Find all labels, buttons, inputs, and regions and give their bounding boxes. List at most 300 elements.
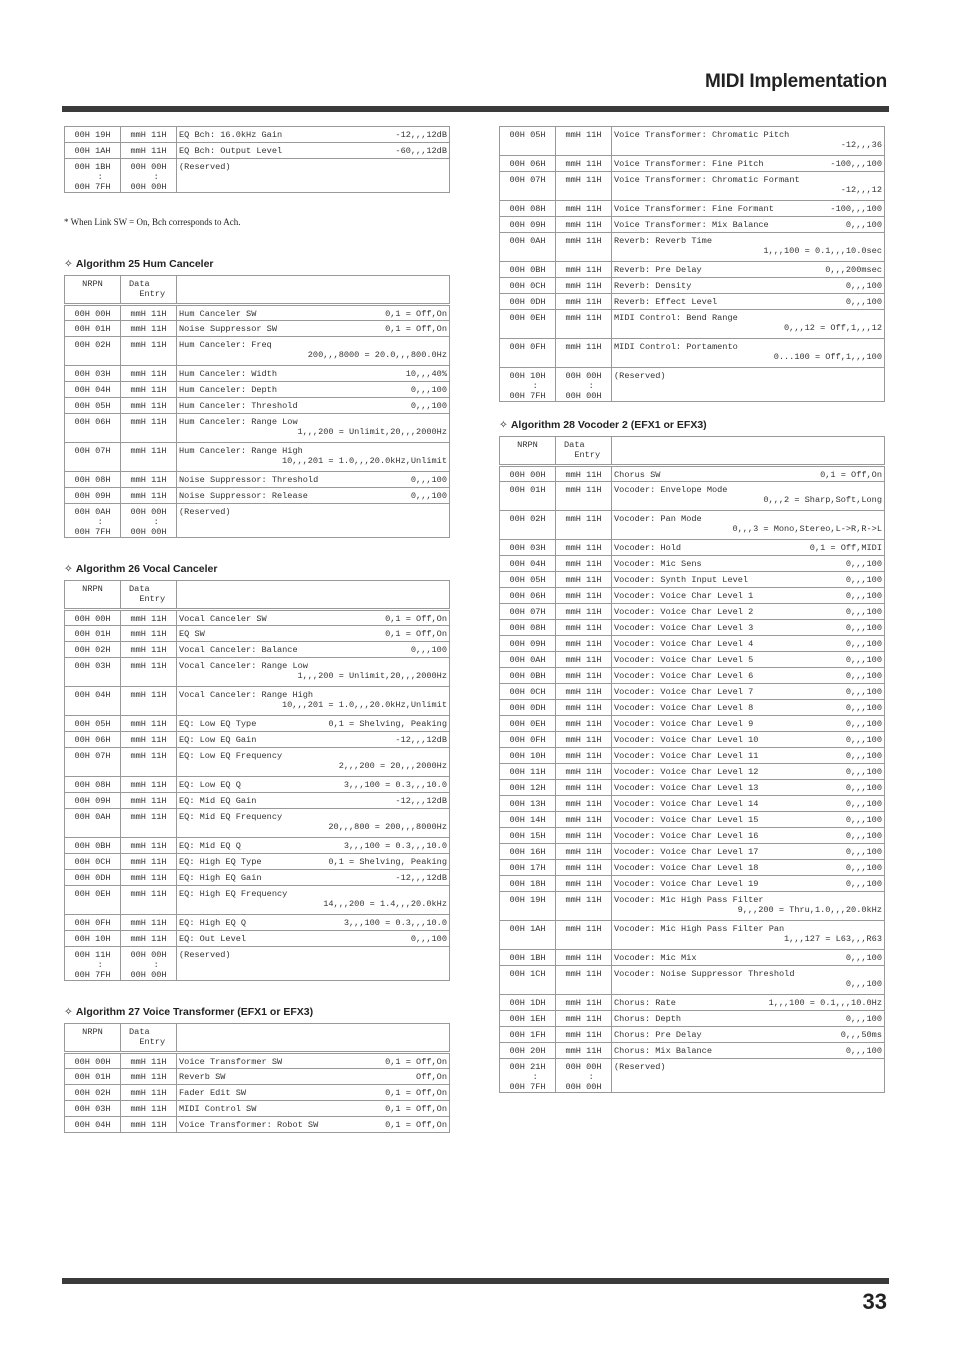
nrpn-cell: 00H 18H xyxy=(500,876,556,892)
parameter-cell xyxy=(612,262,885,278)
parameter-name: Vocoder: Noise Suppressor Threshold xyxy=(614,969,795,979)
nrpn-cell: 00H 06H xyxy=(65,732,121,748)
nrpn-cell: 00H 0AH xyxy=(65,809,121,838)
parameter-range: -12,,,12dB xyxy=(395,735,447,745)
table-row xyxy=(65,382,450,398)
parameter-range: 0,,,100 xyxy=(845,767,882,777)
parameter-range: 0,1 = Shelving, Peaking xyxy=(328,719,447,729)
parameter-range: 0,,,100 xyxy=(845,751,882,761)
nrpn-cell: 00H 0EH xyxy=(500,310,556,339)
table-row xyxy=(500,716,885,732)
data-entry-cell: mmH 11H xyxy=(556,636,612,652)
table-row xyxy=(65,793,450,809)
parameter-range: 3,,,100 = 0.3,,,10.0 xyxy=(343,780,447,790)
diamond-icon: ✧ xyxy=(64,563,73,575)
table-row xyxy=(65,870,450,886)
parameter-name: Vocoder: Voice Char Level 4 xyxy=(614,639,754,649)
nrpn-cell: 00H 1AH xyxy=(500,921,556,950)
parameter-range: 0,,,100 xyxy=(845,671,882,681)
data-entry-cell: mmH 11H xyxy=(556,668,612,684)
parameter-cell xyxy=(612,482,885,511)
parameter-range: 0,,,100 xyxy=(845,297,882,307)
data-entry-cell: mmH 11H xyxy=(556,828,612,844)
parameter-name: Vocal Canceler: Balance xyxy=(179,645,298,655)
table-row xyxy=(500,966,885,995)
parameter-line xyxy=(179,369,447,379)
table-row xyxy=(65,626,450,642)
parameter-cell xyxy=(612,233,885,262)
data-entry-cell: mmH 11H xyxy=(556,339,612,368)
section-algorithm-27-continued xyxy=(499,126,885,402)
parameter-cell xyxy=(612,796,885,812)
parameter-name: Reverb: Density xyxy=(614,281,692,291)
parameter-range: 3,,,100 = 0.3,,,10.0 xyxy=(343,918,447,928)
parameter-cell xyxy=(177,748,450,777)
parameter-line xyxy=(179,841,447,851)
parameter-line xyxy=(614,655,882,665)
parameter-line xyxy=(614,470,882,480)
parameter-cell xyxy=(612,652,885,668)
table-row xyxy=(500,511,885,540)
parameter-name: Voice Transformer: Fine Pitch xyxy=(614,159,764,169)
parameter-name: EQ: Mid EQ Q xyxy=(179,841,241,851)
data-entry-cell: mmH 11H xyxy=(556,201,612,217)
parameter-line xyxy=(614,953,882,963)
table-row xyxy=(500,482,885,511)
diamond-icon: ✧ xyxy=(64,258,73,270)
data-entry-cell: mmH 11H xyxy=(556,540,612,556)
data-entry-cell: mmH 11H xyxy=(556,1027,612,1043)
table-row xyxy=(500,1027,885,1043)
data-entry-cell: mmH 11H xyxy=(121,716,177,732)
parameter-range: 0,,,100 xyxy=(845,799,882,809)
parameter-name: Vocal Canceler: Range Low xyxy=(179,661,308,671)
parameter-cell xyxy=(177,687,450,716)
table-row xyxy=(65,337,450,366)
table-row xyxy=(500,294,885,310)
parameter-name: Vocoder: Voice Char Level 19 xyxy=(614,879,759,889)
table-row xyxy=(500,233,885,262)
parameter-line xyxy=(614,159,882,169)
parameter-cell xyxy=(177,626,450,642)
parameter-range: -12,,,12dB xyxy=(395,873,447,883)
parameter-name: Vocoder: Voice Char Level 16 xyxy=(614,831,759,841)
parameter-name: Vocoder: Voice Char Level 11 xyxy=(614,751,759,761)
footer-rule xyxy=(62,1278,889,1284)
parameter-line xyxy=(614,863,882,873)
data-entry-cell: mmH 11H xyxy=(556,156,612,172)
nrpn-cell: 00H 10H xyxy=(500,748,556,764)
nrpn-cell: 00H 02H xyxy=(65,337,121,366)
nrpn-cell: 00H 1CH xyxy=(500,966,556,995)
nrpn-cell: 00H 06H xyxy=(500,156,556,172)
header-data-entry: Data Entry xyxy=(121,581,177,610)
nrpn-cell: 00H 09H xyxy=(500,217,556,233)
parameter-range: -100,,,100 xyxy=(830,204,882,214)
page-header-title: MIDI Implementation xyxy=(705,71,887,92)
nrpn-cell: 00H 20H xyxy=(500,1043,556,1059)
table-row xyxy=(65,143,450,159)
nrpn-cell: 00H 03H xyxy=(65,1101,121,1117)
nrpn-cell: 00H 05H xyxy=(65,716,121,732)
parameter-range: 2,,,200 = 20,,,2000Hz xyxy=(338,761,447,771)
table-row xyxy=(500,684,885,700)
table-row xyxy=(65,488,450,504)
parameter-name: Hum Canceler: Width xyxy=(179,369,277,379)
header-nrpn: NRPN xyxy=(500,437,556,466)
table-row xyxy=(500,556,885,572)
parameter-range: 1,,,127 = L63,,,R63 xyxy=(784,934,882,944)
parameter-name: Vocoder: Mic High Pass Filter Pan xyxy=(614,924,785,934)
parameter-line xyxy=(614,815,882,825)
parameter-name: Vocoder: Voice Char Level 10 xyxy=(614,735,759,745)
parameter-name: Chorus: Depth xyxy=(614,1014,682,1024)
parameter-line xyxy=(614,879,882,889)
table-row xyxy=(500,921,885,950)
parameter-cell xyxy=(612,1059,885,1093)
parameter-range: 0,1 = Off,On xyxy=(385,324,447,334)
data-entry-cell: mmH 11H xyxy=(121,1053,177,1069)
nrpn-cell: 00H 0AH xyxy=(500,233,556,262)
parameter-name: EQ: Mid EQ Frequency xyxy=(179,812,283,822)
parameter-cell xyxy=(177,1069,450,1085)
table-row xyxy=(65,1069,450,1085)
parameter-cell xyxy=(612,812,885,828)
parameter-name: Noise Suppressor: Threshold xyxy=(179,475,319,485)
table-row xyxy=(500,950,885,966)
parameter-cell xyxy=(612,588,885,604)
nrpn-cell: 00H 0DH xyxy=(500,294,556,310)
parameter-range: 0,,,100 xyxy=(845,879,882,889)
parameter-line xyxy=(614,783,882,793)
nrpn-cell: 00H 09H xyxy=(500,636,556,652)
table-row xyxy=(500,572,885,588)
parameter-line xyxy=(179,796,447,806)
parameter-cell xyxy=(612,921,885,950)
parameter-range: -12,,,12dB xyxy=(395,130,447,140)
parameter-line xyxy=(614,687,882,697)
parameter-line xyxy=(179,719,447,729)
parameter-name: MIDI Control: Portamento xyxy=(614,342,738,352)
parameter-cell xyxy=(612,700,885,716)
table-row xyxy=(500,262,885,278)
header-blank xyxy=(177,276,450,305)
data-entry-cell: mmH 11H xyxy=(121,687,177,716)
parameter-range: 0,,,100 xyxy=(845,831,882,841)
data-entry-cell: mmH 11H xyxy=(556,127,612,156)
data-entry-cell: mmH 11H xyxy=(121,366,177,382)
parameter-range: 0,,,12 = Off,1,,,12 xyxy=(784,323,882,333)
data-entry-cell: mmH 11H xyxy=(556,1011,612,1027)
table-row xyxy=(500,636,885,652)
parameter-line xyxy=(179,309,447,319)
data-entry-cell: mmH 11H xyxy=(556,1043,612,1059)
table-row xyxy=(65,1053,450,1069)
table-row xyxy=(65,443,450,472)
parameter-range: 0,1 = Off,MIDI xyxy=(809,543,882,553)
nrpn-cell: 00H 00H xyxy=(65,1053,121,1069)
parameter-range: 0,1 = Off,On xyxy=(385,309,447,319)
parameter-range: 10,,,201 = 1.0,,,20.0kHz,Unlimit xyxy=(281,700,447,710)
parameter-line xyxy=(614,719,882,729)
data-entry-cell: mmH 11H xyxy=(556,482,612,511)
data-entry-cell: 00H 00H : 00H 00H xyxy=(121,947,177,981)
parameter-name: Reverb: Pre Delay xyxy=(614,265,702,275)
header-nrpn: NRPN xyxy=(65,276,121,305)
data-entry-cell: mmH 11H xyxy=(121,915,177,931)
nrpn-cell: 00H 00H xyxy=(65,610,121,626)
nrpn-cell: 00H 00H xyxy=(500,466,556,482)
data-entry-cell: mmH 11H xyxy=(556,278,612,294)
parameter-name: Vocoder: Voice Char Level 15 xyxy=(614,815,759,825)
parameter-range: 0,,,100 xyxy=(845,735,882,745)
data-entry-cell: 00H 00H : 00H 00H xyxy=(121,159,177,193)
parameter-cell xyxy=(612,684,885,700)
nrpn-cell: 00H 21H : 00H 7FH xyxy=(500,1059,556,1093)
parameter-line xyxy=(614,751,882,761)
table-row xyxy=(500,860,885,876)
parameter-name: Voice Transformer: Mix Balance xyxy=(614,220,769,230)
parameter-range: 0,,,100 xyxy=(845,639,882,649)
table-header-row xyxy=(65,276,450,305)
parameter-cell xyxy=(612,1043,885,1059)
parameter-name: Reverb: Effect Level xyxy=(614,297,718,307)
table-row xyxy=(65,886,450,915)
parameter-line xyxy=(614,767,882,777)
parameter-name: EQ Bch: Output Level xyxy=(179,146,283,156)
parameter-range: 0,,,100 xyxy=(845,815,882,825)
nrpn-cell: 00H 11H xyxy=(500,764,556,780)
parameter-cell xyxy=(177,870,450,886)
parameter-range: 0,,,100 xyxy=(845,655,882,665)
table-row xyxy=(500,1043,885,1059)
parameter-cell xyxy=(177,915,450,931)
table-row xyxy=(65,658,450,687)
parameter-name: Voice Transformer SW xyxy=(179,1057,283,1067)
section-title-text: Algorithm 27 Voice Transformer (EFX1 or EFX3) xyxy=(75,1006,314,1018)
nrpn-cell: 00H 17H xyxy=(500,860,556,876)
parameter-range: 1,,,100 = 0.1,,,10.0Hz xyxy=(768,998,882,1008)
parameter-cell xyxy=(612,828,885,844)
parameter-range: 0,,,100 xyxy=(845,623,882,633)
section-title-text: Algorithm 26 Vocal Canceler xyxy=(75,563,218,575)
nrpn-cell: 00H 08H xyxy=(500,620,556,636)
parameter-range: 0,,,100 xyxy=(845,591,882,601)
parameter-line xyxy=(179,645,447,655)
parameter-name: Vocoder: Pan Mode xyxy=(614,514,702,524)
data-entry-cell: mmH 11H xyxy=(556,233,612,262)
nrpn-cell: 00H 13H xyxy=(500,796,556,812)
parameter-range: 0,1 = Shelving, Peaking xyxy=(328,857,447,867)
parameter-name: Hum Canceler: Threshold xyxy=(179,401,298,411)
left-column xyxy=(64,126,450,1133)
table-row xyxy=(65,931,450,947)
nrpn-cell: 00H 0FH xyxy=(65,915,121,931)
parameter-name: Vocoder: Envelope Mode xyxy=(614,485,728,495)
parameter-cell xyxy=(612,860,885,876)
header-nrpn: NRPN xyxy=(65,1024,121,1053)
data-entry-cell: mmH 11H xyxy=(556,966,612,995)
header-data-entry: Data Entry xyxy=(556,437,612,466)
parameter-line xyxy=(179,1072,447,1082)
parameter-cell xyxy=(177,838,450,854)
table-row xyxy=(65,1101,450,1117)
parameter-name: Vocoder: Mic Mix xyxy=(614,953,697,963)
parameter-line xyxy=(179,629,447,639)
parameter-name: Reverb SW xyxy=(179,1072,226,1082)
nrpn-table xyxy=(499,436,885,1093)
parameter-line xyxy=(614,575,882,585)
parameter-range: 0,1 = Off,On xyxy=(385,1104,447,1114)
table-row xyxy=(65,321,450,337)
nrpn-cell: 00H 12H xyxy=(500,780,556,796)
parameter-range: -12,,,36 xyxy=(840,140,882,150)
parameter-range: 0,,,100 xyxy=(845,783,882,793)
table-row xyxy=(65,305,450,321)
data-entry-cell: mmH 11H xyxy=(556,294,612,310)
parameter-name: EQ: Low EQ Type xyxy=(179,719,257,729)
parameter-line xyxy=(614,543,882,553)
parameter-line xyxy=(614,371,882,381)
parameter-cell xyxy=(612,668,885,684)
parameter-line xyxy=(614,847,882,857)
parameter-cell xyxy=(177,504,450,538)
table-row xyxy=(65,915,450,931)
parameter-cell xyxy=(612,556,885,572)
nrpn-cell: 00H 05H xyxy=(500,572,556,588)
parameter-range: 0,,,100 xyxy=(845,220,882,230)
parameter-name: Vocoder: Voice Char Level 13 xyxy=(614,783,759,793)
parameter-name: EQ Bch: 16.0kHz Gain xyxy=(179,130,283,140)
table-row xyxy=(65,414,450,443)
table-row xyxy=(500,172,885,201)
data-entry-cell: mmH 11H xyxy=(556,764,612,780)
parameter-line xyxy=(179,385,447,395)
parameter-cell xyxy=(177,716,450,732)
parameter-range: 0,,,3 = Mono,Stereo,L->R,R->L xyxy=(732,524,882,534)
nrpn-cell: 00H 1AH xyxy=(65,143,121,159)
parameter-name: Vocoder: Synth Input Level xyxy=(614,575,749,585)
parameter-name: Voice Transformer: Robot SW xyxy=(179,1120,319,1130)
table-row xyxy=(65,366,450,382)
continued-table xyxy=(64,126,450,193)
table-row xyxy=(500,764,885,780)
data-entry-cell: mmH 11H xyxy=(121,626,177,642)
table-row xyxy=(500,620,885,636)
parameter-line xyxy=(614,591,882,601)
parameter-name: Vocoder: Voice Char Level 6 xyxy=(614,671,754,681)
data-entry-cell: mmH 11H xyxy=(556,556,612,572)
data-entry-cell: mmH 11H xyxy=(121,658,177,687)
parameter-line xyxy=(614,623,882,633)
parameter-line xyxy=(614,1030,882,1040)
parameter-range: 0,,,100 xyxy=(845,575,882,585)
data-entry-cell: mmH 11H xyxy=(121,1085,177,1101)
parameter-cell xyxy=(177,305,450,321)
nrpn-cell: 00H 19H xyxy=(500,892,556,921)
parameter-range: -12,,,12 xyxy=(840,185,882,195)
parameter-line xyxy=(179,475,447,485)
table-row xyxy=(65,159,450,193)
parameter-range: 0,1 = Off,On xyxy=(385,1057,447,1067)
parameter-name: Vocoder: Voice Char Level 3 xyxy=(614,623,754,633)
nrpn-cell: 00H 07H xyxy=(65,443,121,472)
nrpn-table xyxy=(499,126,885,402)
parameter-name: Fader Edit SW xyxy=(179,1088,247,1098)
parameter-line xyxy=(614,559,882,569)
header-blank xyxy=(612,437,885,466)
parameter-cell xyxy=(177,337,450,366)
parameter-cell xyxy=(177,443,450,472)
nrpn-cell: 00H 05H xyxy=(500,127,556,156)
nrpn-cell: 00H 03H xyxy=(500,540,556,556)
table-row xyxy=(500,652,885,668)
parameter-cell xyxy=(612,1027,885,1043)
parameter-cell xyxy=(177,488,450,504)
section-algorithm-27 xyxy=(64,1007,450,1133)
nrpn-cell: 00H 14H xyxy=(500,812,556,828)
parameter-line xyxy=(614,1014,882,1024)
nrpn-cell: 00H 01H xyxy=(65,1069,121,1085)
parameter-cell xyxy=(177,854,450,870)
table-row xyxy=(500,588,885,604)
nrpn-cell: 00H 01H xyxy=(500,482,556,511)
table-row xyxy=(500,668,885,684)
nrpn-cell: 00H 09H xyxy=(65,488,121,504)
parameter-line xyxy=(614,1062,882,1072)
nrpn-cell: 00H 02H xyxy=(65,1085,121,1101)
data-entry-cell: mmH 11H xyxy=(121,931,177,947)
parameter-line xyxy=(179,1104,447,1114)
nrpn-table xyxy=(64,1023,450,1133)
data-entry-cell: mmH 11H xyxy=(121,642,177,658)
parameter-cell xyxy=(612,540,885,556)
parameter-name: (Reserved) xyxy=(179,950,231,960)
nrpn-cell: 00H 03H xyxy=(65,658,121,687)
data-entry-cell: mmH 11H xyxy=(121,127,177,143)
nrpn-cell: 00H 0EH xyxy=(500,716,556,732)
table-row xyxy=(500,828,885,844)
table-row xyxy=(500,156,885,172)
parameter-name: EQ: Low EQ Q xyxy=(179,780,241,790)
table-row xyxy=(500,339,885,368)
parameter-cell xyxy=(612,844,885,860)
parameter-cell xyxy=(612,995,885,1011)
parameter-range: 0,1 = Off,On xyxy=(385,629,447,639)
parameter-name: Vocoder: Voice Char Level 9 xyxy=(614,719,754,729)
parameter-cell xyxy=(177,642,450,658)
nrpn-cell: 00H 09H xyxy=(65,793,121,809)
data-entry-cell: mmH 11H xyxy=(556,921,612,950)
data-entry-cell: mmH 11H xyxy=(121,610,177,626)
parameter-name: Vocoder: Mic High Pass Filter xyxy=(614,895,764,905)
data-entry-cell: mmH 11H xyxy=(556,684,612,700)
data-entry-cell: mmH 11H xyxy=(121,1101,177,1117)
parameter-cell xyxy=(612,368,885,402)
section-title xyxy=(64,564,450,575)
nrpn-cell: 00H 08H xyxy=(65,777,121,793)
parameter-line xyxy=(614,799,882,809)
parameter-name: EQ: High EQ Q xyxy=(179,918,247,928)
parameter-name: MIDI Control SW xyxy=(179,1104,257,1114)
table-row xyxy=(65,1117,450,1133)
parameter-line xyxy=(614,671,882,681)
parameter-name: Chorus: Rate xyxy=(614,998,676,1008)
parameter-cell xyxy=(612,636,885,652)
parameter-line xyxy=(614,220,882,230)
section-title xyxy=(64,259,450,270)
nrpn-cell: 00H 11H : 00H 7FH xyxy=(65,947,121,981)
